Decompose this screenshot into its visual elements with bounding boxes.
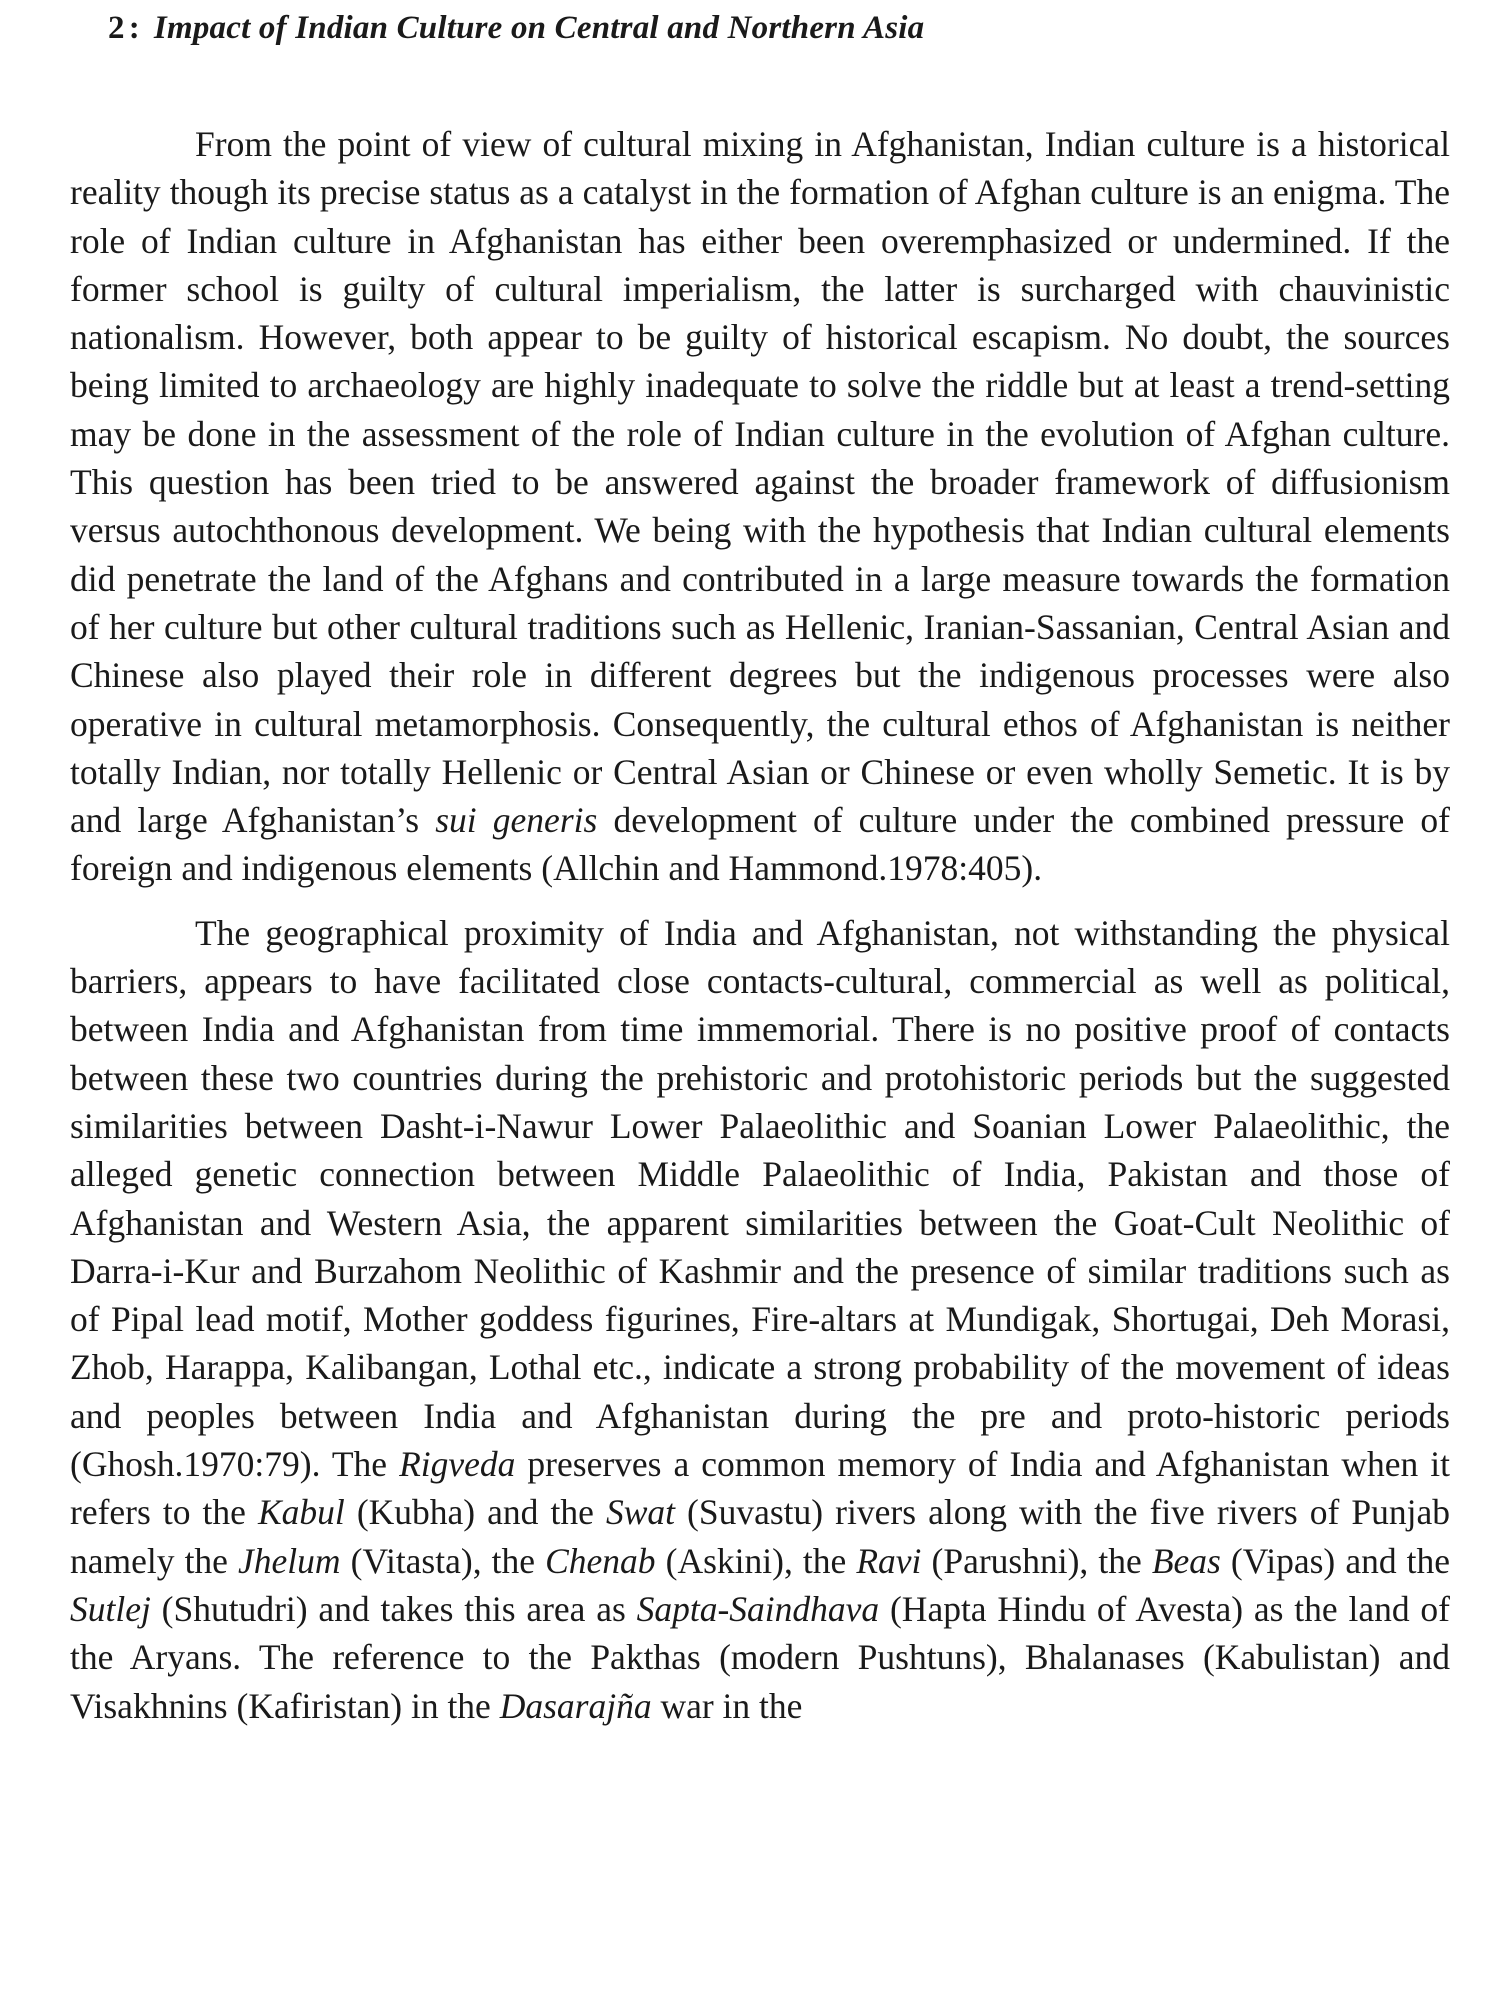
text-run: (Hapta Hindu of Avesta) as the land of the Aryans. The reference to the Pakthas (modern Pushtuns), Bhalanases (Kabulistan) and Visakhnins (Kafiristan) in the: [70, 1588, 1450, 1726]
body-text: [70, 120, 1450, 1730]
italic-term: sui generis: [435, 800, 598, 841]
page-number: 2: [108, 10, 125, 46]
italic-term: Jhelum: [238, 1540, 341, 1581]
italic-term: Swat: [605, 1492, 675, 1533]
chapter-title: Impact of Indian Culture on Central and Northern Asia: [153, 10, 925, 46]
text-run: (Shutudri) and takes this area as: [150, 1588, 637, 1629]
text-run: war in the: [651, 1685, 803, 1726]
text-run: (Vipas) and the: [1220, 1540, 1451, 1581]
running-head-separator: :: [128, 10, 140, 46]
text-run: (Askini), the: [655, 1540, 857, 1581]
text-run: preserves a common memory of India and Afghanistan when it refers to the: [70, 1444, 1450, 1533]
paragraph: [70, 120, 1450, 893]
italic-term: Sutlej: [70, 1588, 151, 1629]
text-run: From the point of view of cultural mixing in Afghanistan, Indian culture is a historical reality though its precise status as a catalyst in the formation of Afghan culture is an enigma. The role of Indian culture in Afghanistan has either been overemphasized or undermined. If the former school is guilty of cultural imperialism, the latter is surcharged with chauvinistic nationalism. However, both appear to be guilty of historical escapism. No doubt, the sources being limited to archaeology are highly inadequate to solve the riddle but at least a trend-setting may be done in the assessment of the role of Indian culture in the evolution of Afghan culture. This question has been tried to be answered against the broader framework of diffusionism versus autochthonous development. We being with the hypothesis that Indian cultural elements did penetrate the land of the Afghans and contributed in a large measure towards the formation of her culture but other cultural traditions such as Hellenic, Iranian-Sassanian, Central Asian and Chinese also played their role in different degrees but the indigenous processes were also operative in cultural metamorphosis. Consequently, the cultural ethos of Afghanistan is neither totally Indian, nor totally Hellenic or Central Asian or Chinese or even wholly Semetic. It is by and large Afghanistan’s: [70, 124, 1450, 841]
text-run: (Vitasta), the: [340, 1540, 546, 1581]
text-run: (Parushni), the: [921, 1540, 1152, 1581]
italic-term: Ravi: [856, 1540, 922, 1581]
document-page: [70, 0, 1450, 2000]
italic-term: Rigveda: [399, 1444, 516, 1485]
text-run: (Kubha) and the: [344, 1492, 606, 1533]
italic-term: Kabul: [257, 1492, 345, 1533]
text-run: development of culture under the combined pressure of foreign and indigenous elements (Allchin and Hammond.1978:405).: [70, 800, 1450, 889]
italic-term: Beas: [1151, 1540, 1221, 1581]
running-head: [108, 10, 924, 47]
paragraph: [70, 909, 1450, 1730]
italic-term: Sapta-Saindhava: [636, 1588, 880, 1629]
text-run: The geographical proximity of India and Afghanistan, not withstanding the physical barriers, appears to have facilitated close contacts-cultural, commercial as well as political, between India and Afghanistan from time immemorial. There is no positive proof of contacts between these two countries during the prehistoric and protohistoric periods but the suggested similarities between Dasht-i-Nawur Lower Palaeolithic and Soanian Lower Palaeolithic, the alleged genetic connection between Middle Palaeolithic of India, Pakistan and those of Afghanistan and Western Asia, the apparent similarities between the Goat-Cult Neolithic of Darra-i-Kur and Burzahom Neolithic of Kashmir and the presence of similar traditions such as of Pipal lead motif, Mother goddess figurines, Fire-altars at Mundigak, Shortugai, Deh Morasi, Zhob, Harappa, Kalibangan, Lothal etc., indicate a strong probability of the movement of ideas and peoples between India and Afghanistan during the pre and proto-historic periods (Ghosh.1970:79). The: [70, 912, 1450, 1485]
text-run: (Suvastu) rivers along with the five rivers of Punjab namely the: [70, 1492, 1450, 1581]
italic-term: Chenab: [545, 1540, 656, 1581]
italic-term: Dasarajña: [499, 1685, 652, 1726]
